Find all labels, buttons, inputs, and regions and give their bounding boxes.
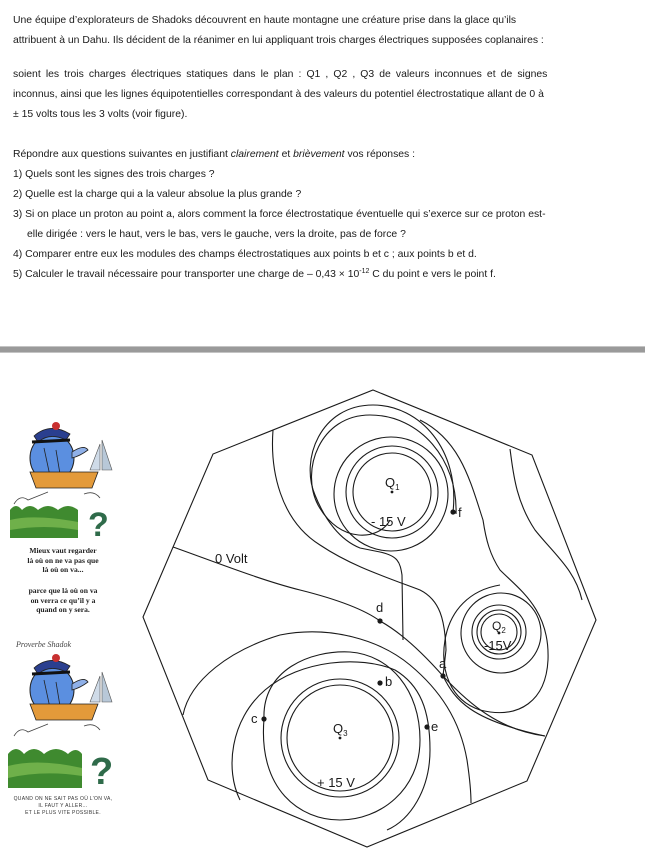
q3-label: $Q_3$ xyxy=(333,721,348,738)
instructions-suffix: vos réponses : xyxy=(344,149,416,160)
question-mark-icon: ? xyxy=(88,506,109,544)
charges-line-3: ± 15 volts tous les 3 volts (voir figure). xyxy=(13,109,188,120)
equipotential-left-loop xyxy=(273,430,545,736)
question-4: 4) Comparer entre eux les modules des champs électrostatiques aux points b et c ; aux points b et d. xyxy=(13,249,477,260)
handwritten-signature: Proverbe Shadok xyxy=(16,640,72,649)
point-e-label: e xyxy=(431,719,439,734)
point-b xyxy=(377,680,382,685)
point-c xyxy=(261,716,266,721)
q2-label: $Q_2$ xyxy=(492,619,506,635)
q1-potential-label: - 15 V xyxy=(371,514,406,529)
point-f xyxy=(450,509,455,514)
caption-line: Mieux vaut regarder xyxy=(29,546,97,555)
zero-volt-label: 0 Volt xyxy=(215,551,248,566)
q3-potential-label: + 15 V xyxy=(317,775,355,790)
point-e xyxy=(424,724,429,729)
instructions-emphasis-2: brièvement xyxy=(293,149,345,160)
intro-line-1: Une équipe d’explorateurs de Shadoks découvrent en haute montagne une créature prise dans la glace qu’ils xyxy=(13,15,517,26)
equipotential-right-2 xyxy=(510,449,582,600)
point-a xyxy=(440,673,445,678)
question-mark-icon: ? xyxy=(90,751,114,793)
caption-line: QUAND ON NE SAIT PAS OÙ L’ON VA, xyxy=(13,796,113,802)
question-1: 1) Quels sont les signes des trois charges ? xyxy=(13,169,215,180)
point-b-label: b xyxy=(385,674,393,689)
caption-line: ET LE PLUS VITE POSSIBLE. xyxy=(25,810,101,816)
caption-line: IL FAUT Y ALLER... xyxy=(38,803,88,809)
charges-line-2: inconnus, ainsi que les lignes équipotentielles correspondant à des valeurs du potentiel électrostatique allant de 0 à xyxy=(13,89,544,100)
instructions-emphasis-1: clairement xyxy=(230,149,279,160)
instructions-prefix: Répondre aux questions suivantes en justifiant xyxy=(13,149,231,160)
question-3-text: 3) Si on place un proton au point a, alors comment la force électrostatique éventuelle qui s’exerce sur ce proton est- xyxy=(13,209,546,220)
instructions-mid: et xyxy=(278,149,294,160)
question-2: 2) Quelle est la charge qui a la valeur absolue la plus grande ? xyxy=(13,189,302,200)
question-5-text: 5) Calculer le travail nécessaire pour transporter une charge de – 0,43 × 10 xyxy=(13,269,360,280)
question-5-exponent: -12 xyxy=(359,268,370,275)
caption-line: on verra ce qu’il y a xyxy=(30,595,96,605)
caption-line: quand on y sera. xyxy=(36,605,90,614)
caption-line: là où on ne va pas que xyxy=(27,555,99,565)
q2-potential-label: -15V xyxy=(484,638,512,653)
point-d-label: d xyxy=(376,600,384,615)
intro-line-2: attribuent à un Dahu. Ils décident de la réanimer en lui appliquant trois charges électriques supposées coplanaires : xyxy=(13,35,544,46)
point-c-label: c xyxy=(251,711,258,726)
point-a-label: a xyxy=(439,656,447,671)
point-d xyxy=(377,618,382,623)
octagon-boundary xyxy=(143,390,596,847)
caption-line: parce que là où on va xyxy=(28,586,98,595)
question-3-continuation: elle dirigée : vers le haut, vers le bas, vers le gauche, vers la droite, pas de force ? xyxy=(27,229,406,240)
q1-charge-point xyxy=(391,491,394,494)
question-5-suffix: C du point e vers le point f. xyxy=(369,269,496,280)
point-f-label: f xyxy=(458,505,462,520)
caption-line: là où on va... xyxy=(42,565,84,574)
q1-label: $Q_1$ xyxy=(385,475,400,492)
q3-equipotential-6v xyxy=(232,662,430,830)
q3-charge-point xyxy=(339,737,342,740)
charges-line-1: soient les trois charges électriques statiques dans le plan : Q1 , Q2 , Q3 de valeurs inconnues et de signes xyxy=(13,69,548,80)
